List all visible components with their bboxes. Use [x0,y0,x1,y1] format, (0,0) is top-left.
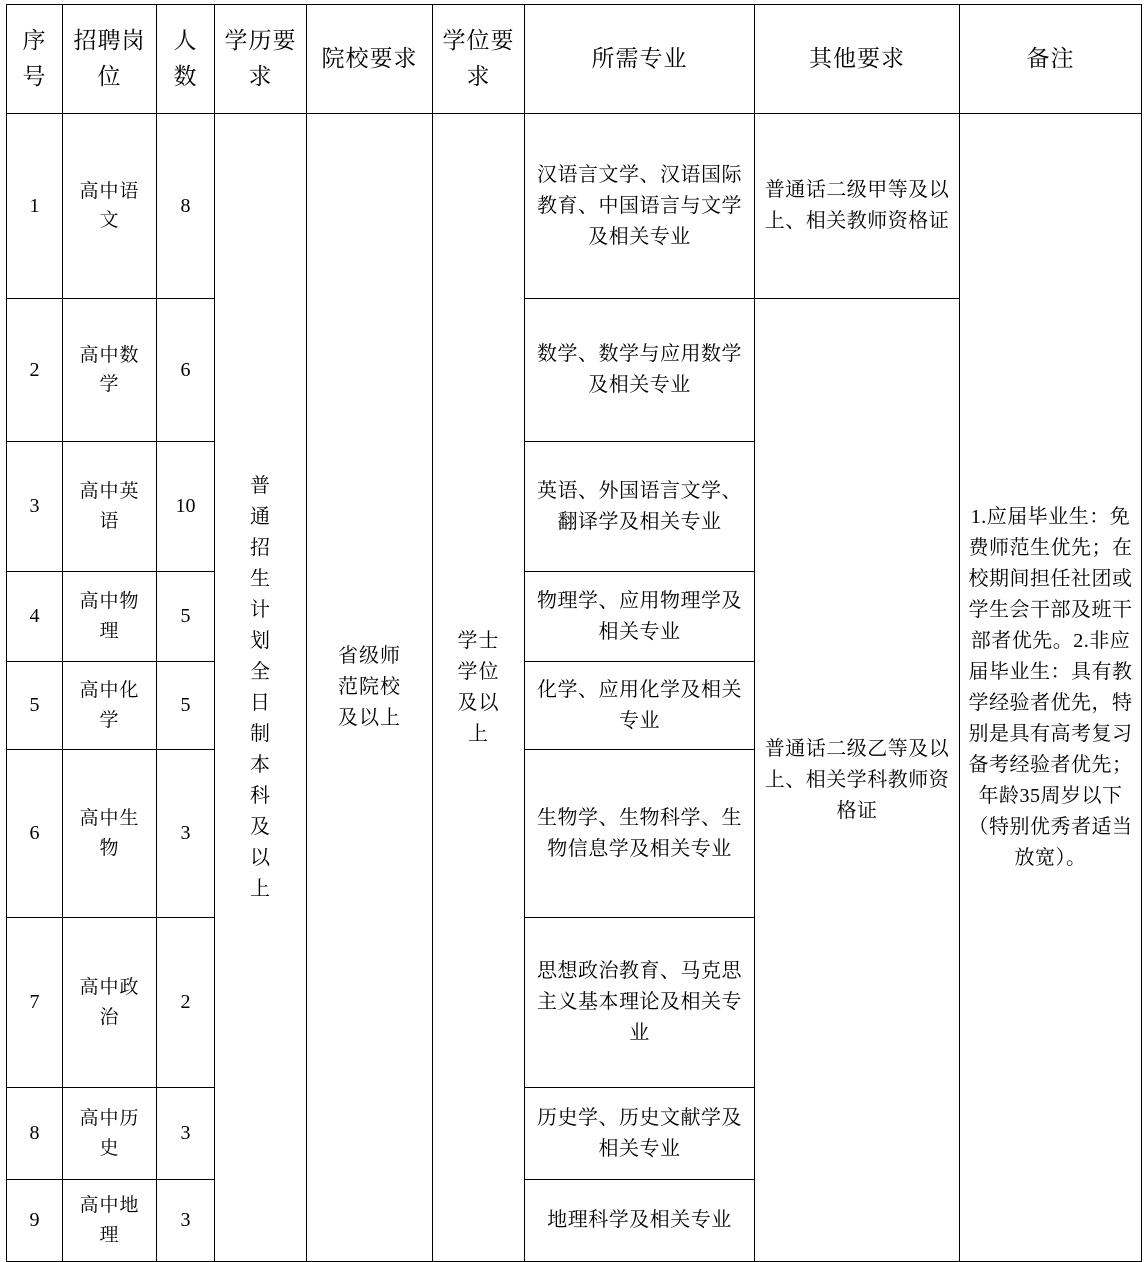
cell-degree-merged [433,114,525,1262]
cell-post-text: 高中地理 [79,1195,140,1246]
cell-major: 历史学、历史文献学及相关专业 [525,1088,755,1180]
cell-major: 思想政治教育、马克思主义基本理论及相关专业 [525,918,755,1088]
cell-count: 6 [157,299,215,442]
header-remark: 备注 [960,5,1142,114]
table-header [7,5,1142,114]
cell-count: 3 [157,750,215,918]
cell-post-text: 高中数学 [79,344,140,395]
header-seq: 序号 [7,5,63,114]
cell-post [63,572,157,662]
cell-seq: 6 [7,750,63,918]
cell-major: 数学、数学与应用数学及相关专业 [525,299,755,442]
cell-seq: 2 [7,299,63,442]
header-school: 院校要求 [307,5,433,114]
cell-post [63,114,157,299]
cell-post [63,442,157,572]
cell-seq: 4 [7,572,63,662]
cell-count: 3 [157,1180,215,1262]
cell-education-merged [215,114,307,1262]
header-degree: 学位要求 [433,5,525,114]
cell-post [63,299,157,442]
cell-post-text: 高中生物 [79,808,140,859]
cell-post-text: 高中英语 [79,481,140,532]
cell-seq: 5 [7,662,63,750]
cell-school-merged [307,114,433,1262]
table-row [7,114,1142,299]
cell-seq: 3 [7,442,63,572]
cell-education-text: 普通招生计划全日制本科及以上 [250,474,271,900]
cell-degree-text: 学士学位及以上 [457,629,500,745]
cell-count: 10 [157,442,215,572]
cell-post [63,1180,157,1262]
cell-count: 8 [157,114,215,299]
cell-post-text: 高中历史 [79,1108,140,1159]
cell-seq: 1 [7,114,63,299]
cell-major: 化学、应用化学及相关专业 [525,662,755,750]
cell-major: 英语、外国语言文学、翻译学及相关专业 [525,442,755,572]
cell-remark-merged: 1.应届毕业生：免费师范生优先；在校期间担任社团或学生会干部及班干部者优先。2.非应届毕业生：具有教学经验者优先，特别是具有高考复习备考经验者优先；年龄35周岁以下（特别优秀者适当放宽）。 [960,114,1142,1262]
cell-count: 3 [157,1088,215,1180]
cell-post-text: 高中语文 [79,180,140,231]
cell-post [63,750,157,918]
cell-post [63,918,157,1088]
cell-other-merged: 普通话二级乙等及以上、相关学科教师资格证 [755,299,960,1262]
cell-count: 2 [157,918,215,1088]
cell-seq: 9 [7,1180,63,1262]
cell-post [63,1088,157,1180]
header-post: 招聘岗位 [63,5,157,114]
cell-seq: 7 [7,918,63,1088]
cell-major: 生物学、生物科学、生物信息学及相关专业 [525,750,755,918]
cell-post [63,662,157,750]
cell-count: 5 [157,572,215,662]
header-count: 人数 [157,5,215,114]
header-education: 学历要求 [215,5,307,114]
cell-major: 地理科学及相关专业 [525,1180,755,1262]
cell-seq: 8 [7,1088,63,1180]
cell-other-first: 普通话二级甲等及以上、相关教师资格证 [755,114,960,299]
cell-school-text: 省级师范院校及以上 [338,645,401,729]
recruitment-table [6,4,1142,1262]
cell-post-text: 高中化学 [79,680,140,731]
cell-count: 5 [157,662,215,750]
header-other-requirements: 其他要求 [755,5,960,114]
table-body [7,114,1142,1262]
cell-major: 物理学、应用物理学及相关专业 [525,572,755,662]
cell-post-text: 高中物理 [79,591,140,642]
cell-post-text: 高中政治 [79,977,140,1028]
header-major: 所需专业 [525,5,755,114]
cell-major: 汉语言文学、汉语国际教育、中国语言与文学及相关专业 [525,114,755,299]
header-row [7,5,1142,114]
